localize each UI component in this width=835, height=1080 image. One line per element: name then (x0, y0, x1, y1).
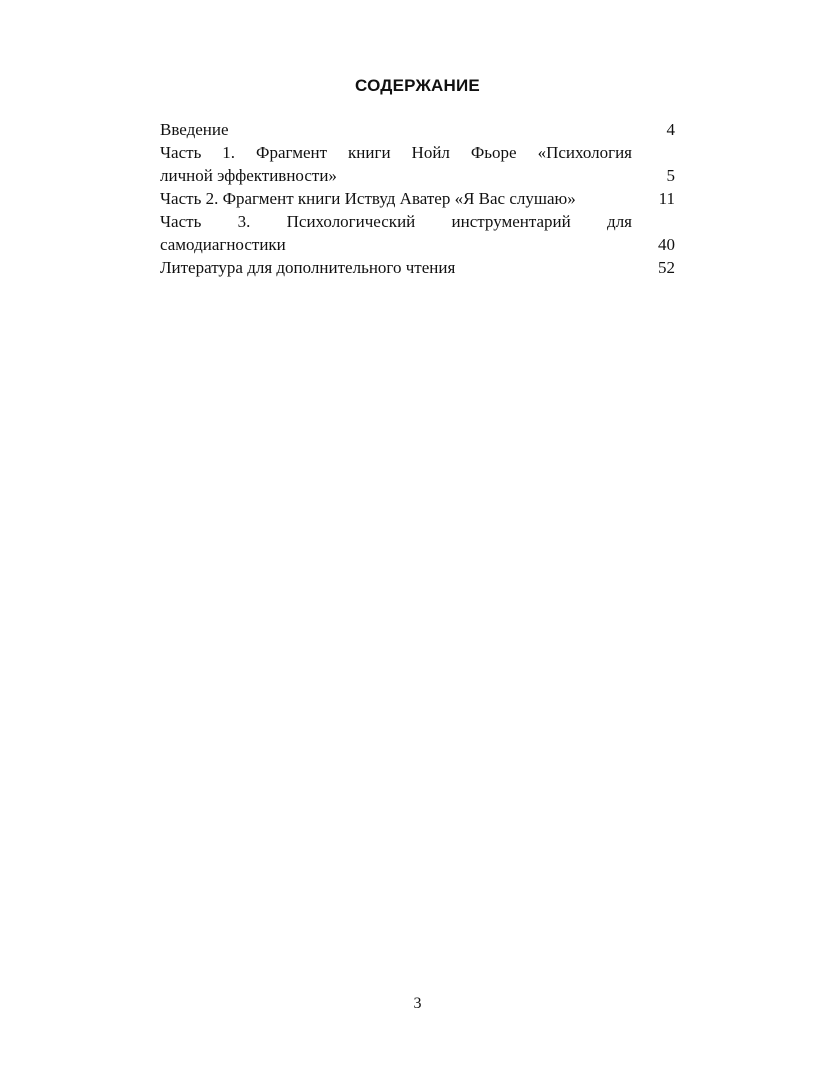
toc-entry-page: 11 (658, 189, 675, 208)
toc-entry-text: Часть 3. Психологический инструментарий для (160, 212, 632, 231)
toc-entry-part-3[interactable] (160, 210, 675, 233)
toc-entry-part-3-continued[interactable] (160, 233, 675, 256)
toc-entry-text: Литература для дополнительного чтения (160, 258, 456, 277)
toc-entry-page: 52 (658, 258, 675, 277)
toc-entry-page: 5 (666, 166, 675, 185)
toc-entry-page: 4 (666, 120, 675, 139)
toc-entry-text: Введение (160, 120, 229, 139)
toc-entry-part-2[interactable] (160, 187, 675, 210)
toc-entry-text: личной эффективности» (160, 166, 337, 185)
toc-entry-introduction[interactable] (160, 118, 675, 141)
toc-entry-text: Часть 2. Фрагмент книги Иствуд Аватер «Я Вас слушаю» (160, 189, 576, 208)
toc-entry-part-1[interactable] (160, 141, 675, 164)
toc-entry-text: Часть 1. Фрагмент книги Нойл Фьоре «Психология (160, 143, 632, 162)
toc-entry-text: самодиагностики (160, 235, 286, 254)
page-title: СОДЕРЖАНИЕ (355, 76, 480, 95)
toc-entry-literature[interactable] (160, 256, 675, 279)
page-number: 3 (413, 995, 422, 1012)
toc-entry-page: 40 (658, 235, 675, 254)
table-of-contents (160, 118, 675, 279)
toc-entry-part-1-continued[interactable] (160, 164, 675, 187)
